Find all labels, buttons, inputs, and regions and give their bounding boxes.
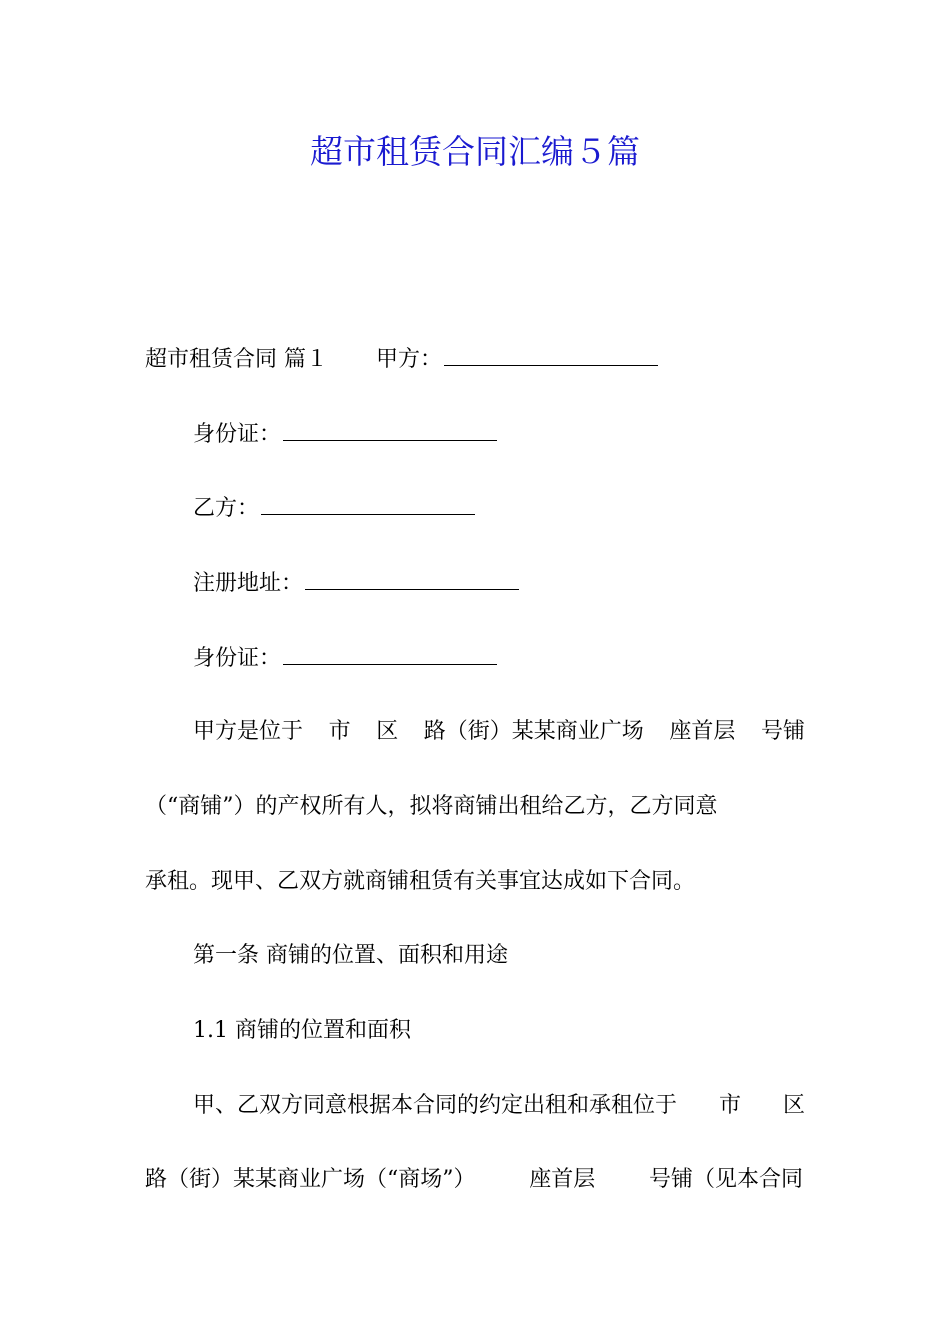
- field-blank: [261, 492, 475, 515]
- text-segment: 路（街）某某商业广场（“商场”）: [145, 1167, 476, 1192]
- field-label: 身份证：: [193, 646, 282, 671]
- field-blank: [283, 418, 497, 441]
- paragraph1-line2: （“商铺”）的产权所有人，拟将商铺出租给乙方，乙方同意: [145, 794, 718, 819]
- section-heading: 超市租赁合同 篇１: [145, 347, 328, 372]
- text-segment: 区: [376, 719, 399, 744]
- party-b-field: [193, 492, 475, 525]
- text-segment: 区: [782, 1093, 805, 1118]
- party-a-label: 甲方：: [376, 347, 443, 372]
- field-label: 注册地址：: [193, 571, 304, 596]
- text-segment: 座首层: [669, 719, 736, 744]
- article-heading: 第一条 商铺的位置、面积和用途: [193, 943, 508, 968]
- text-segment: 甲、乙双方同意根据本合同的约定出租和承租位于: [193, 1093, 678, 1118]
- header-line: [145, 343, 658, 376]
- registered-address-field: [193, 567, 519, 600]
- party-a-blank: [444, 343, 658, 366]
- clause-heading: 1.1 商铺的位置和面积: [193, 1018, 411, 1043]
- field-label: 身份证：: [193, 422, 282, 447]
- field-blank: [305, 567, 519, 590]
- id-card-field-1: [193, 418, 497, 451]
- paragraph2-line1: [193, 1090, 805, 1122]
- paragraph1-line3: 承租。现甲、乙双方就商铺租赁有关事宜达成如下合同。: [145, 869, 696, 894]
- paragraph1-line1: [193, 716, 805, 748]
- id-card-field-2: [193, 642, 497, 675]
- document-title: 超市租赁合同汇编５篇: [310, 132, 640, 171]
- paragraph2-line2: [145, 1164, 803, 1196]
- text-segment: 路（街）某某商业广场: [423, 719, 644, 744]
- text-segment: 市: [718, 1093, 741, 1118]
- text-segment: 市: [328, 719, 351, 744]
- text-segment: 号铺（见本合同: [648, 1167, 803, 1192]
- text-segment: 甲方是位于: [193, 719, 304, 744]
- field-label: 乙方：: [193, 496, 260, 521]
- field-blank: [283, 642, 497, 665]
- text-segment: 座首层: [529, 1167, 596, 1192]
- text-segment: 号铺: [760, 719, 805, 744]
